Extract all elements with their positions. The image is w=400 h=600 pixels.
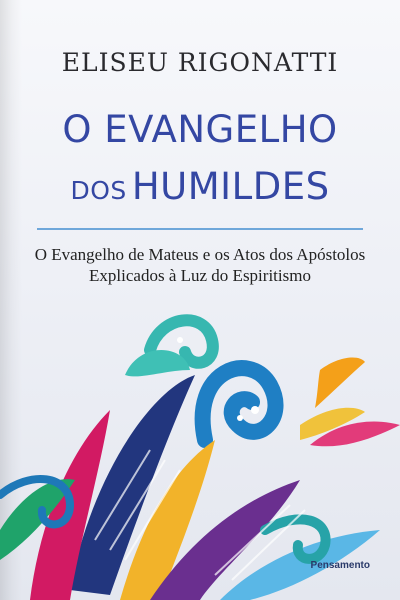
dot-decoration — [237, 415, 243, 421]
book-subtitle — [0, 244, 400, 286]
title-word-dos: DOS — [70, 176, 127, 205]
author-name: ELISEU RIGONATTI — [61, 48, 339, 77]
paisley-illustration — [0, 300, 400, 600]
orange-drop-shape — [315, 357, 365, 408]
blue-curl-shape — [203, 368, 276, 440]
dot-decoration — [251, 406, 259, 414]
subtitle-line1: O Evangelho de Mateus e os Atos dos Apóstolos — [34, 245, 366, 264]
title-divider — [37, 228, 363, 230]
dot-decoration — [177, 337, 183, 343]
title-word-humildes: HUMILDES — [131, 165, 330, 208]
publisher-name: Pensamento — [310, 560, 370, 571]
book-title-line2 — [0, 165, 400, 208]
book-title-line1: O EVANGELHO — [62, 108, 338, 151]
subtitle-line2: Explicados à Luz do Espiritismo — [89, 266, 311, 285]
